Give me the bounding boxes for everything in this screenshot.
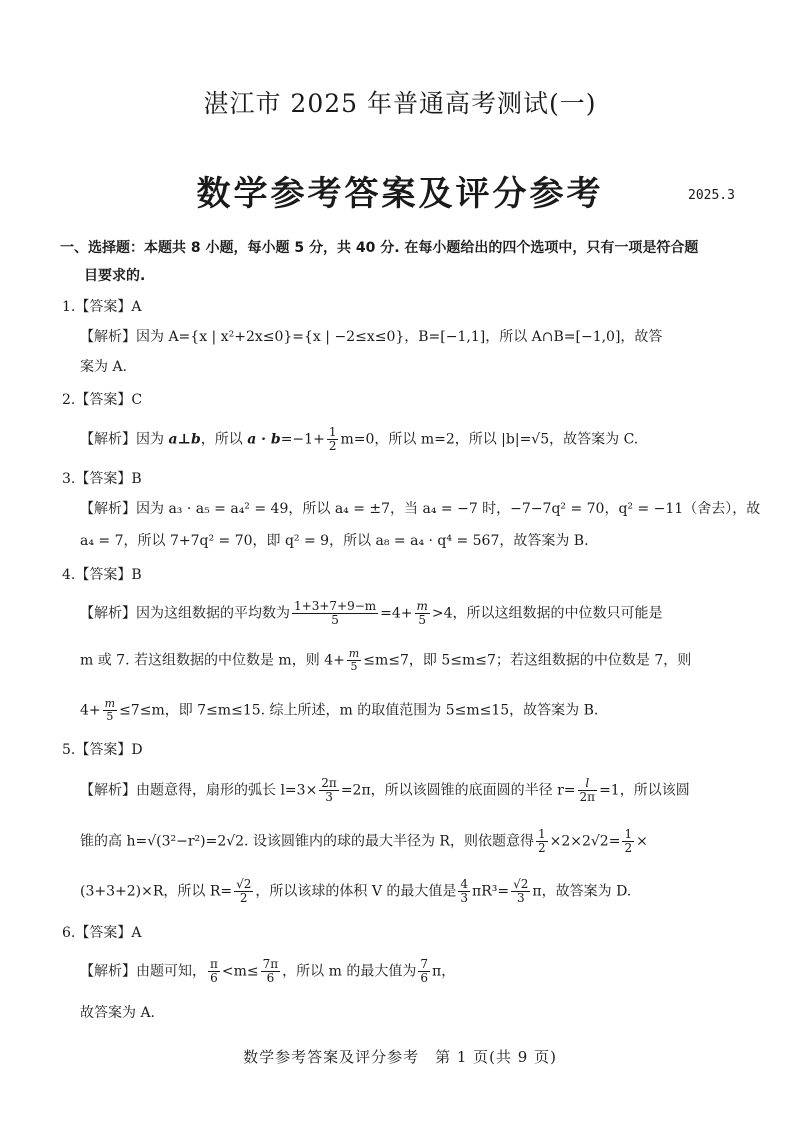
q6-pre: 【解析】由题可知， (80, 963, 206, 980)
q5-result-fraction (511, 878, 530, 905)
q5-half-num-2: 1 (624, 827, 633, 841)
q2-dot-product: a · b (247, 431, 281, 448)
q2-answer: 2.【答案】C (62, 392, 143, 408)
q5-l3c: πR³= (472, 883, 510, 900)
q4-l2b: ≤m≤7，即 5≤m≤7；若这组数据的中位数是 7，则 (363, 652, 692, 669)
q5-R-den: 2 (239, 891, 248, 905)
q4-l3b: ≤7≤m，即 7≤m≤15. 综上所述，m 的取值范围为 5≤m≤15，故答案为 B. (119, 702, 599, 719)
q4-m-num-2: m (348, 647, 360, 660)
q4-explanation-line2 (80, 648, 691, 673)
q2-text-pre: 【解析】因为 (80, 431, 169, 448)
q6-explanation-line2: 故答案为 A. (80, 1005, 156, 1021)
q2-text-mid: ，所以 (200, 431, 248, 448)
document-title: 数学参考答案及评分参考 (196, 174, 604, 214)
q4-l2a: m 或 7. 若这组数据的中位数是 m，则 4+ (80, 652, 345, 669)
q5-radius-num: l (578, 777, 598, 791)
section-heading-line1: 一、选择题：本题共 8 小题，每小题 5 分，共 40 分. 在每小题给出的四个选项中，只有一项是符合题 (60, 240, 699, 256)
q5-explanation-line2 (80, 828, 648, 855)
q5-l1a: 【解析】由题意得，扇形的弧长 l=3× (80, 782, 318, 799)
q5-half-den-2: 2 (624, 841, 633, 855)
q5-half-fraction-2 (622, 828, 634, 855)
q4-m-den: 5 (418, 613, 427, 627)
q5-l1c: =1，所以该圆 (599, 782, 690, 799)
q5-radius-den: 2π (579, 790, 596, 804)
q5-half-fraction (536, 828, 548, 855)
q5-l3a: (3+3+2)×R，所以 R= (80, 883, 233, 900)
q5-l1b: =2π，所以该圆锥的底面圆的半径 r= (340, 782, 576, 799)
q6-lower-num: π (210, 957, 218, 971)
q6-upper-den: 6 (266, 971, 275, 985)
q6-max-fraction (418, 958, 430, 985)
q5-result-den: 3 (516, 891, 525, 905)
q5-l2b: ×2×2√2= (549, 833, 621, 850)
q4-avg-num: 1+3+7+9−m (294, 599, 377, 613)
q4-m-fraction (415, 600, 430, 627)
q6-mid: <m≤ (221, 963, 259, 980)
q5-arc-num: 2π (321, 776, 337, 790)
q5-volume-num: 4 (460, 877, 469, 891)
q5-R-fraction (234, 878, 253, 905)
q4-eq: =4+ (380, 605, 413, 622)
q6-tail: π， (432, 963, 456, 980)
exam-title: 湛江市 2025 年普通高考测试(一) (203, 89, 597, 118)
q4-m-fraction-3 (103, 698, 117, 723)
q6-post: ，所以 m 的最大值为 (282, 963, 417, 980)
q4-average-fraction (292, 600, 378, 627)
q3-explanation-line1: 【解析】因为 a₃ · a₅ = a₄² = 49，所以 a₄ = ±7，当 a₄ = −7 时，−7−7q² = 70，q² = −11（舍去），故 (80, 501, 761, 517)
q5-l2c: × (636, 833, 648, 850)
q3-answer: 3.【答案】B (62, 471, 142, 487)
q5-half-den: 2 (537, 841, 546, 855)
q4-explanation-line3 (80, 698, 598, 723)
q6-upper-fraction (261, 958, 281, 985)
q6-explanation-line1 (80, 958, 455, 985)
q6-lower-fraction (208, 958, 220, 985)
q1-answer: 1.【答案】A (62, 299, 142, 315)
q2-frac-den: 2 (328, 439, 337, 453)
q4-m-num-3: m (104, 697, 116, 710)
q2-eq1: =−1+ (280, 431, 325, 448)
q5-l2a: 锥的高 h=√(3²−r²)=2√2. 设该圆锥内的球的最大半径为 R，则依题意得 (80, 833, 534, 850)
document-date: 2025.3 (688, 188, 735, 203)
q1-explanation-line1: 【解析】因为 A={x | x²+2x≤0}={x | −2≤x≤0}，B=[−1,1]，所以 A∩B=[−1,0]，故答 (80, 329, 663, 345)
q4-avg-den: 5 (331, 613, 339, 627)
q2-explanation (80, 426, 638, 453)
q6-answer: 6.【答案】A (62, 925, 142, 941)
q5-radius-fraction (578, 777, 598, 804)
q6-max-den: 6 (420, 971, 428, 985)
q3-explanation-line2: a₄ = 7，所以 7+7q² = 70，即 q² = 9，所以 a₈ = a₄ · q⁴ = 567，故答案为 B. (80, 533, 589, 549)
q4-m-den-2: 5 (350, 660, 358, 673)
q5-l3b: ，所以该球的体积 V 的最大值是 (255, 883, 457, 900)
q4-l3a: 4+ (80, 702, 101, 719)
q5-explanation-line1 (80, 777, 690, 804)
q4-m-fraction-2 (347, 648, 361, 673)
q4-answer: 4.【答案】B (62, 567, 142, 583)
q4-explanation-line1 (80, 600, 663, 627)
section-heading-line2: 目要求的. (84, 268, 146, 284)
q6-upper-num: 7π (262, 957, 279, 971)
q5-arc-fraction (319, 777, 339, 804)
q5-arc-den: 3 (325, 790, 333, 804)
q5-explanation-line3 (80, 878, 631, 905)
q2-frac-num: 1 (328, 425, 337, 439)
q6-lower-den: 6 (210, 971, 218, 985)
q4-m-num: m (416, 599, 428, 613)
section-heading (60, 234, 740, 290)
q4-text-post: >4，所以这组数据的中位数只可能是 (431, 605, 663, 622)
q4-m-den-3: 5 (106, 710, 114, 723)
q2-eq2: m=0，所以 m=2，所以 |b|=√5，故答案为 C. (340, 431, 639, 448)
q5-answer: 5.【答案】D (62, 742, 143, 758)
q5-l3d: π，故答案为 D. (532, 883, 632, 900)
q5-half-num: 1 (537, 827, 546, 841)
q1-explanation-line2: 案为 A. (80, 359, 128, 375)
q5-volume-den: 3 (460, 891, 469, 905)
q5-R-num: √2 (236, 877, 252, 891)
page-footer: 数学参考答案及评分参考 第 1 页(共 9 页) (243, 1048, 557, 1066)
q6-max-num: 7 (420, 957, 428, 971)
q4-text-pre: 【解析】因为这组数据的平均数为 (80, 605, 290, 622)
q5-volume-fraction (458, 878, 470, 905)
q5-result-num: √2 (513, 877, 529, 891)
q2-fraction (327, 426, 339, 453)
q2-perpendicular: a⊥b (168, 431, 201, 448)
